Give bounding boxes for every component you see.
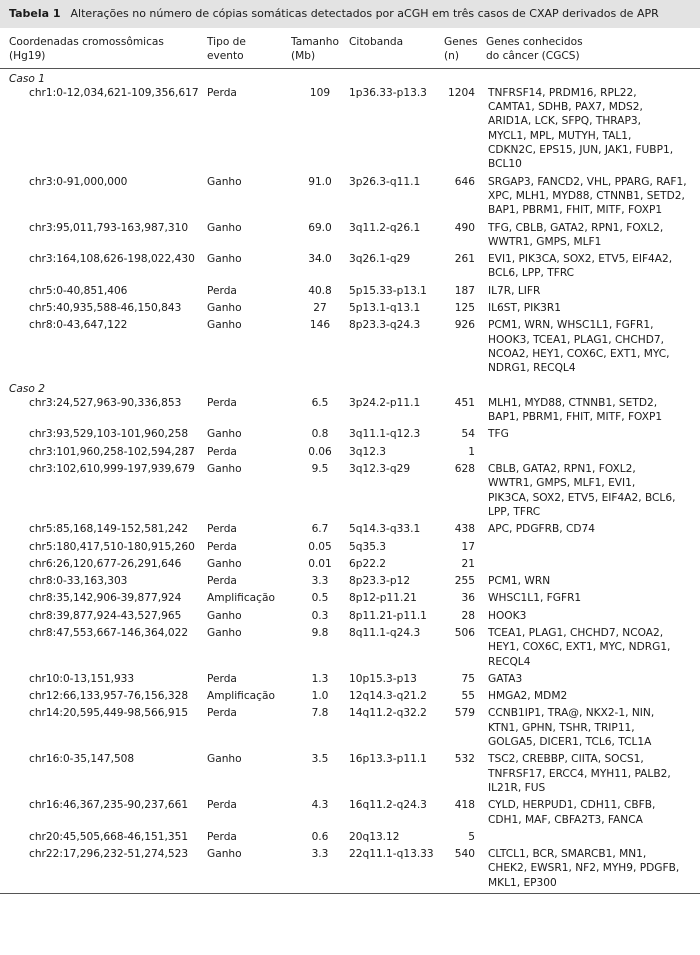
- known-genes-cell: PCM1, WRN: [488, 575, 551, 588]
- gene-count-cell: 187: [454, 284, 475, 297]
- table-row: [0, 830, 700, 844]
- table-row: [0, 557, 700, 571]
- size-cell: 9.5: [311, 463, 329, 476]
- gene-count-cell: 55: [461, 690, 475, 703]
- table-row: [0, 689, 700, 703]
- event-type-cell: Amplificação: [207, 690, 275, 703]
- gene-count-cell: 261: [454, 253, 475, 266]
- size-cell: 0.3: [311, 609, 329, 622]
- size-cell: 69.0: [308, 221, 332, 234]
- header-cytoband: Citobanda: [349, 29, 444, 68]
- coordinates-cell: chr5:85,168,149-152,581,242: [29, 523, 189, 536]
- cytoband-cell: 1p36.33-p13.3: [349, 86, 427, 99]
- table-row: [0, 445, 700, 459]
- cytoband-cell: 8p23.3-p12: [349, 575, 411, 588]
- event-type-cell: Amplificação: [207, 592, 275, 605]
- event-type-cell: Ganho: [207, 609, 242, 622]
- size-cell: 0.01: [308, 557, 332, 570]
- size-cell: 91.0: [308, 175, 332, 188]
- coordinates-cell: chr3:0-91,000,000: [29, 175, 128, 188]
- coordinates-cell: chr5:40,935,588-46,150,843: [29, 302, 182, 315]
- event-type-cell: Perda: [207, 284, 237, 297]
- coordinates-cell: chr8:0-43,647,122: [29, 319, 128, 332]
- size-cell: 7.8: [311, 707, 329, 720]
- gene-count-cell: 926: [454, 319, 475, 332]
- known-genes-cell: EVI1, PIK3CA, SOX2, ETV5, EIF4A2, BCL6, LPP, TFRC: [488, 253, 673, 280]
- event-type-cell: Ganho: [207, 753, 242, 766]
- known-genes-cell: CCNB1IP1, TRA@, NKX2-1, NIN, KTN1, GPHN, TSHR, TRIP11, GOLGA5, DICER1, TCL6, TCL1A: [488, 707, 655, 749]
- known-genes-cell: TCEA1, PLAG1, CHCHD7, NCOA2, HEY1, COX6C, EXT1, MYC, NDRG1, RECQL4: [488, 626, 671, 668]
- known-genes-cell: [486, 540, 700, 554]
- coordinates-cell: chr6:26,120,677-26,291,646: [29, 557, 182, 570]
- cytoband-cell: 5p15.33-p13.1: [349, 284, 427, 297]
- known-genes-cell: TFG, CBLB, GATA2, RPN1, FOXL2, WWTR1, GMPS, MLF1: [488, 221, 664, 248]
- cytoband-cell: 3p26.3-q11.1: [349, 175, 421, 188]
- gene-count-cell: 579: [454, 707, 475, 720]
- event-type-cell: Perda: [207, 575, 237, 588]
- size-cell: 4.3: [311, 799, 329, 812]
- table-row: [0, 427, 700, 441]
- table-body: [0, 68, 700, 893]
- size-cell: 9.8: [311, 626, 329, 639]
- event-type-cell: Ganho: [207, 626, 242, 639]
- event-type-cell: Ganho: [207, 319, 242, 332]
- known-genes-cell: APC, PDGFRB, CD74: [488, 523, 596, 536]
- event-type-cell: Perda: [207, 396, 237, 409]
- cytoband-cell: 12q14.3-q21.2: [349, 690, 427, 703]
- cytoband-cell: 3q26.1-q29: [349, 253, 411, 266]
- gene-count-cell: 28: [461, 609, 475, 622]
- header-genes: Genes (n): [444, 29, 486, 68]
- table-row: [0, 522, 700, 536]
- event-type-cell: Ganho: [207, 253, 242, 266]
- known-genes-cell: CYLD, HERPUD1, CDH11, CBFB, CDH1, MAF, CBFA2T3, FANCA: [488, 799, 656, 826]
- gene-count-cell: 1: [468, 445, 475, 458]
- known-genes-cell: SRGAP3, FANCD2, VHL, PPARG, RAF1, XPC, MLH1, MYD88, CTNNB1, SETD2, BAP1, PBRM1, FHIT, MITF, FOXP1: [488, 175, 687, 217]
- known-genes-cell: PCM1, WRN, WHSC1L1, FGFR1, HOOK3, TCEA1, PLAG1, CHCHD7, NCOA2, HEY1, COX6C, EXT1, MYC, NDRG1, RECQL4: [488, 319, 670, 375]
- bottom-rule: [0, 893, 700, 894]
- size-cell: 0.8: [311, 428, 329, 441]
- table-row: [0, 626, 700, 669]
- table-row: [0, 706, 700, 749]
- cytoband-cell: 10p15.3-p13: [349, 672, 417, 685]
- cytoband-cell: 8p12-p11.21: [349, 592, 417, 605]
- table-row: [0, 284, 700, 298]
- table-row: [0, 175, 700, 218]
- known-genes-cell: HMGA2, MDM2: [488, 690, 568, 703]
- event-type-cell: Perda: [207, 799, 237, 812]
- coordinates-cell: chr1:0-12,034,621-109,356,617: [29, 86, 199, 99]
- gene-count-cell: 255: [454, 575, 475, 588]
- size-cell: 3.3: [311, 575, 329, 588]
- known-genes-cell: CBLB, GATA2, RPN1, FOXL2, WWTR1, GMPS, MLF1, EVI1, PIK3CA, SOX2, ETV5, EIF4A2, BCL6, LPP, TFRC: [488, 463, 676, 518]
- event-type-cell: Perda: [207, 523, 237, 536]
- event-type-cell: Perda: [207, 672, 237, 685]
- cytoband-cell: 3q12.3: [349, 445, 387, 458]
- event-type-cell: Ganho: [207, 175, 242, 188]
- cytoband-cell: 6p22.2: [349, 557, 387, 570]
- table-row: [0, 462, 700, 519]
- gene-count-cell: 532: [454, 753, 475, 766]
- gene-count-cell: 506: [454, 626, 475, 639]
- event-type-cell: Ganho: [207, 428, 242, 441]
- cytoband-cell: 3q11.1-q12.3: [349, 428, 421, 441]
- known-genes-cell: CLTCL1, BCR, SMARCB1, MN1, CHEK2, EWSR1, NF2, MYH9, PDGFB, MKL1, EP300: [488, 848, 680, 889]
- size-cell: 3.3: [311, 848, 329, 861]
- table-row: [0, 540, 700, 554]
- coordinates-cell: chr14:20,595,449-98,566,915: [29, 707, 189, 720]
- coordinates-cell: chr16:0-35,147,508: [29, 753, 135, 766]
- header-known-genes: Genes conhecidos do câncer (CGCS): [486, 29, 700, 68]
- gene-count-cell: 540: [454, 848, 475, 861]
- table-row: [0, 396, 700, 425]
- size-cell: 109: [309, 86, 331, 99]
- coordinates-cell: chr3:93,529,103-101,960,258: [29, 428, 189, 441]
- coordinates-cell: chr3:164,108,626-198,022,430: [29, 253, 195, 266]
- table-row: [0, 86, 700, 172]
- cytoband-cell: 3q12.3-q29: [349, 463, 411, 476]
- table-label: Tabela 1: [9, 7, 61, 20]
- gene-count-cell: 438: [454, 523, 475, 536]
- coordinates-cell: chr8:39,877,924-43,527,965: [29, 609, 182, 622]
- known-genes-cell: IL6ST, PIK3R1: [488, 302, 561, 315]
- cnv-table: [0, 29, 700, 893]
- gene-count-cell: 125: [454, 302, 475, 315]
- case-header-row: [0, 379, 700, 396]
- event-type-cell: Perda: [207, 707, 237, 720]
- known-genes-cell: [486, 445, 700, 459]
- cytoband-cell: 22q11.1-q13.33: [349, 848, 434, 861]
- size-cell: 3.5: [311, 753, 329, 766]
- coordinates-cell: chr8:35,142,906-39,877,924: [29, 592, 182, 605]
- gene-count-cell: 54: [461, 428, 475, 441]
- table-caption: [0, 0, 700, 28]
- coordinates-cell: chr3:101,960,258-102,594,287: [29, 445, 195, 458]
- size-cell: 34.0: [308, 253, 332, 266]
- header-row: [0, 29, 700, 68]
- event-type-cell: Ganho: [207, 557, 242, 570]
- size-cell: 6.7: [311, 523, 329, 536]
- known-genes-cell: TFG: [488, 428, 509, 441]
- case-title: Caso 1: [9, 72, 45, 85]
- cytoband-cell: 8q11.1-q24.3: [349, 626, 421, 639]
- known-genes-cell: TSC2, CREBBP, CIITA, SOCS1, TNFRSF17, ERCC4, MYH11, PALB2, IL21R, FUS: [488, 753, 671, 794]
- coordinates-cell: chr10:0-13,151,933: [29, 672, 135, 685]
- coordinates-cell: chr12:66,133,957-76,156,328: [29, 690, 189, 703]
- table-row: [0, 591, 700, 605]
- cytoband-cell: 16p13.3-p11.1: [349, 753, 427, 766]
- event-type-cell: Ganho: [207, 302, 242, 315]
- cytoband-cell: 3q11.2-q26.1: [349, 221, 421, 234]
- table-row: [0, 318, 700, 375]
- event-type-cell: Perda: [207, 830, 237, 843]
- coordinates-cell: chr5:180,417,510-180,915,260: [29, 540, 195, 553]
- coordinates-cell: chr5:0-40,851,406: [29, 284, 128, 297]
- known-genes-cell: TNFRSF14, PRDM16, RPL22, CAMTA1, SDHB, PAX7, MDS2, ARID1A, LCK, SFPQ, THRAP3, MYCL1, MPL, MUTYH, TAL1, CDKN2C, EPS15, JUN, JAK1, FUBP1, BCL10: [488, 86, 674, 171]
- event-type-cell: Ganho: [207, 221, 242, 234]
- gene-count-cell: 17: [461, 540, 475, 553]
- known-genes-cell: [486, 557, 700, 571]
- gene-count-cell: 646: [454, 175, 475, 188]
- coordinates-cell: chr16:46,367,235-90,237,661: [29, 799, 189, 812]
- gene-count-cell: 21: [461, 557, 475, 570]
- size-cell: 27: [313, 302, 327, 315]
- gene-count-cell: 5: [468, 830, 475, 843]
- event-type-cell: Ganho: [207, 848, 242, 861]
- known-genes-cell: HOOK3: [488, 609, 527, 622]
- gene-count-cell: 418: [454, 799, 475, 812]
- coordinates-cell: chr3:95,011,793-163,987,310: [29, 221, 189, 234]
- cytoband-cell: 5q14.3-q33.1: [349, 523, 421, 536]
- table-row: [0, 798, 700, 827]
- size-cell: 6.5: [311, 396, 329, 409]
- header-event-type: Tipo de evento: [207, 29, 291, 68]
- known-genes-cell: [486, 830, 700, 844]
- table-caption-text: Alterações no número de cópias somáticas detectados por aCGH em três casos de CXAP derivados de APR: [70, 7, 659, 20]
- coordinates-cell: chr20:45,505,668-46,151,351: [29, 830, 189, 843]
- size-cell: 0.5: [311, 592, 329, 605]
- gene-count-cell: 451: [454, 396, 475, 409]
- table-row: [0, 847, 700, 890]
- event-type-cell: Perda: [207, 540, 237, 553]
- gene-count-cell: 1204: [448, 86, 475, 99]
- size-cell: 146: [309, 319, 331, 332]
- cytoband-cell: 8p11.21-p11.1: [349, 609, 427, 622]
- coordinates-cell: chr8:0-33,163,303: [29, 575, 128, 588]
- table-row: [0, 574, 700, 588]
- header-size: Tamanho (Mb): [291, 29, 349, 68]
- cytoband-cell: 8p23.3-q24.3: [349, 319, 421, 332]
- table-row: [0, 301, 700, 315]
- table-row: [0, 609, 700, 623]
- coordinates-cell: chr22:17,296,232-51,274,523: [29, 848, 189, 861]
- cytoband-cell: 3p24.2-p11.1: [349, 396, 421, 409]
- coordinates-cell: chr3:102,610,999-197,939,679: [29, 463, 195, 476]
- gene-count-cell: 75: [461, 672, 475, 685]
- table-row: [0, 252, 700, 281]
- event-type-cell: Perda: [207, 86, 237, 99]
- size-cell: 40.8: [308, 284, 332, 297]
- coordinates-cell: chr3:24,527,963-90,336,853: [29, 396, 182, 409]
- table-row: [0, 221, 700, 250]
- header-coordinates: Coordenadas cromossômicas (Hg19): [0, 29, 207, 68]
- case-title: Caso 2: [9, 382, 45, 395]
- gene-count-cell: 36: [461, 592, 475, 605]
- table-row: [0, 752, 700, 795]
- gene-count-cell: 628: [454, 463, 475, 476]
- known-genes-cell: IL7R, LIFR: [488, 284, 541, 297]
- size-cell: 0.06: [308, 445, 332, 458]
- event-type-cell: Perda: [207, 445, 237, 458]
- known-genes-cell: MLH1, MYD88, CTNNB1, SETD2, BAP1, PBRM1, FHIT, MITF, FOXP1: [488, 396, 663, 424]
- coordinates-cell: chr8:47,553,667-146,364,022: [29, 626, 189, 639]
- table-row: [0, 672, 700, 686]
- size-cell: 0.05: [308, 540, 332, 553]
- size-cell: 1.3: [311, 672, 329, 685]
- cytoband-cell: 14q11.2-q32.2: [349, 707, 427, 720]
- cytoband-cell: 5p13.1-q13.1: [349, 302, 421, 315]
- cytoband-cell: 5q35.3: [349, 540, 387, 553]
- case-header-row: [0, 68, 700, 86]
- known-genes-cell: GATA3: [488, 672, 523, 685]
- size-cell: 1.0: [311, 690, 329, 703]
- known-genes-cell: WHSC1L1, FGFR1: [488, 592, 582, 605]
- size-cell: 0.6: [311, 830, 329, 843]
- event-type-cell: Ganho: [207, 463, 242, 476]
- cytoband-cell: 16q11.2-q24.3: [349, 799, 427, 812]
- cytoband-cell: 20q13.12: [349, 830, 400, 843]
- gene-count-cell: 490: [454, 221, 475, 234]
